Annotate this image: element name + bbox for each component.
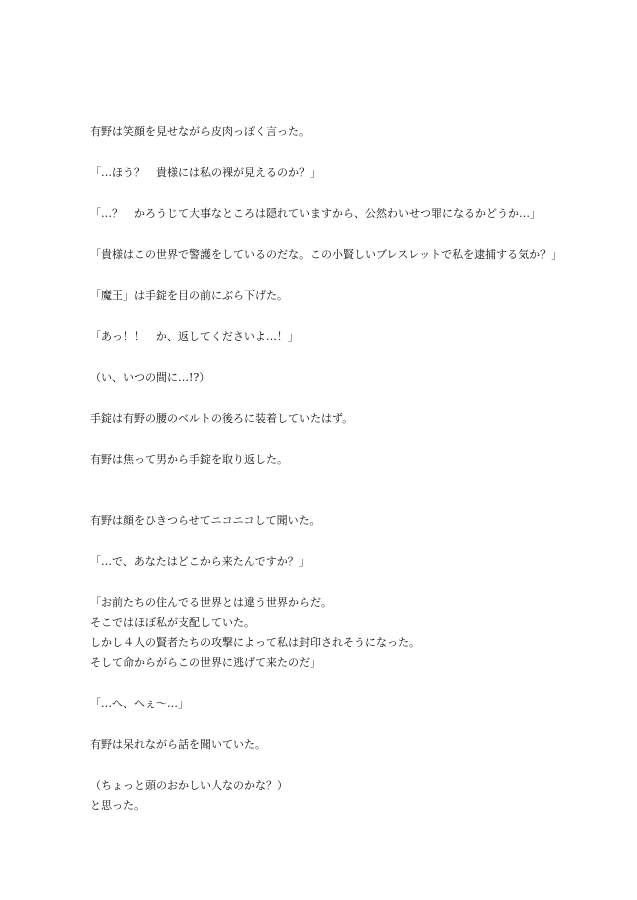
blank-line	[90, 491, 610, 511]
paragraph-10: 有野は顔をひきつらせてニコニコして聞いた。	[90, 514, 321, 527]
paragraph-5: 「魔王」は手錠を目の前にぶら下げた。	[90, 289, 288, 302]
paragraph-6: 「あっ！！ か、返してくださいよ…！」	[90, 330, 299, 343]
paragraph-9: 有野は焦って男から手錠を取り返した。	[90, 453, 288, 466]
story-text	[90, 122, 610, 816]
paragraph-7: （い、いつの間に…!?）	[90, 371, 211, 384]
paragraph-15: （ちょっと頭のおかしい人なのかな？） と思った。	[90, 779, 288, 812]
paragraph-13: 「…へ、へぇ〜…」	[90, 697, 189, 710]
paragraph-12: 「お前たちの住んでる世界とは違う世界からだ。 そこではほぼ私が支配していた。 しかし４人の賢者たちの攻撃によって私は封印されそうになった。 そして命からがらこの世界に逃げて来たのだ」	[90, 596, 420, 669]
paragraph-3: 「…？ かろうじて大事なところは隠れていますから、公然わいせつ罪になるかどうか…」	[90, 207, 541, 220]
paragraph-8: 手錠は有野の腰のベルトの後ろに装着していたはず。	[90, 412, 354, 425]
paragraph-4: 「貴様はこの世界で警護をしているのだな。この小賢しいブレスレットで私を逮捕する気か？」	[90, 248, 563, 261]
paragraph-2: 「…ほう？ 貴様には私の裸が見えるのか？」	[90, 166, 321, 179]
paragraph-1: 有野は笑顔を見せながら皮肉っぽく言った。	[90, 125, 310, 138]
paragraph-14: 有野は呆れながら話を聞いていた。	[90, 738, 266, 751]
paragraph-11: 「…で、あなたはどこから来たんですか？」	[90, 555, 310, 568]
